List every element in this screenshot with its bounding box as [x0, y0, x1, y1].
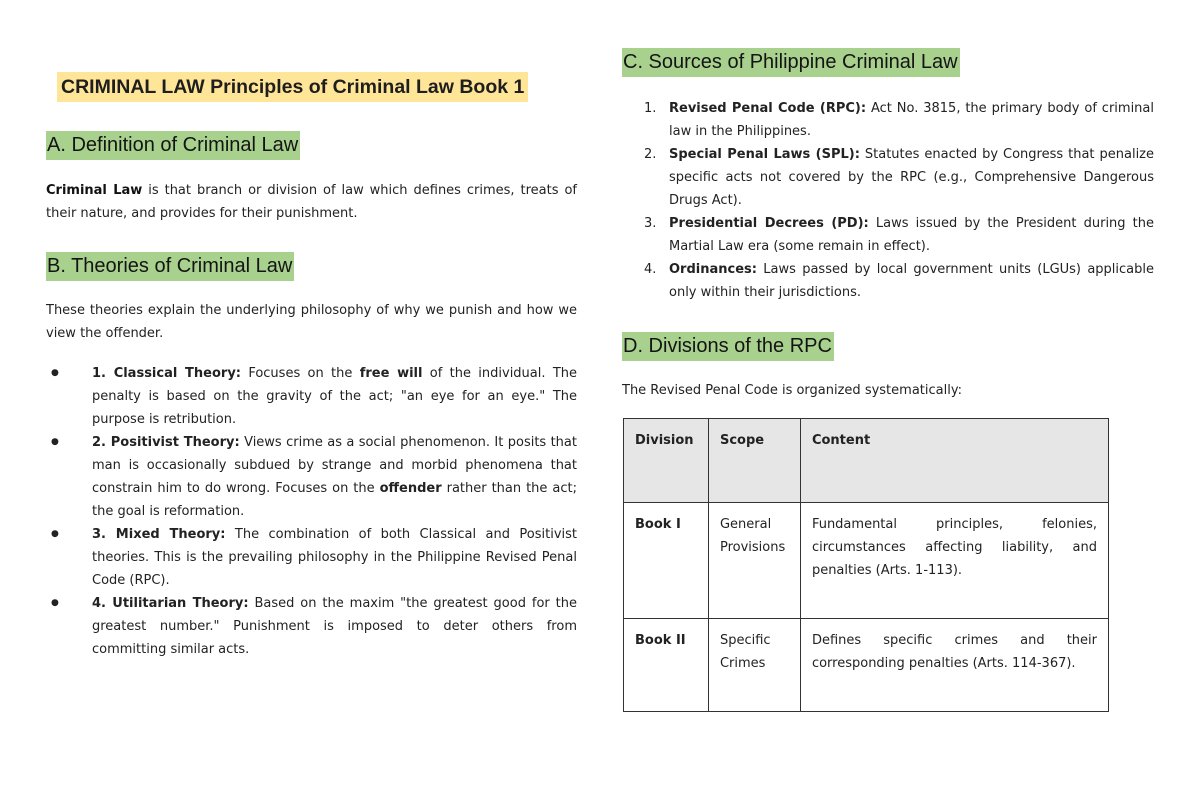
definition-text: is that branch or division of law which defines crimes, treats of their nature, and provides for their punishment. [46, 183, 577, 221]
definition-term: Criminal Law [46, 183, 143, 198]
cell-scope: General Provisions [708, 503, 800, 619]
definition-paragraph [46, 179, 577, 225]
source-label: Special Penal Laws (SPL): [669, 147, 860, 162]
heading-theories: B. Theories of Criminal Law [46, 252, 294, 281]
theory-label: 4. Utilitarian Theory: [92, 596, 249, 611]
source-label: Ordinances: [669, 262, 757, 277]
theory-emphasis: offender [379, 481, 442, 496]
item-number: 1. [644, 101, 657, 116]
source-text: Act No. 3815, the primary body of criminal law in the Philippines. [669, 101, 1154, 139]
theory-text: of the individual. The penalty is based on the gravity of the act; "an eye for an eye." The purpose is retribution. [92, 366, 577, 427]
column-header-scope: Scope [708, 419, 800, 503]
column-header-division: Division [624, 419, 709, 503]
document-title: CRIMINAL LAW Principles of Criminal Law Book 1 [57, 72, 528, 102]
list-item-rpc [622, 97, 1154, 143]
list-item-utilitarian-theory [46, 592, 577, 661]
theory-emphasis: free will [359, 366, 423, 381]
list-item-classical-theory [46, 362, 577, 431]
list-item-positivist-theory [46, 431, 577, 523]
theory-text: Views crime as a social phenomenon. It posits that man is occasionally subdued by strange and morbid phenomena that constrain him to do wrong. Focuses on the [92, 435, 577, 496]
cell-scope: Specific Crimes [708, 619, 800, 712]
theory-label: 1. Classical Theory: [92, 366, 241, 381]
theories-list [46, 362, 577, 661]
divisions-intro: The Revised Penal Code is organized systematically: [622, 383, 962, 398]
cell-content: Defines specific crimes and their corresponding penalties (Arts. 114-367). [800, 619, 1108, 712]
theory-text: rather than the act; the goal is reformation. [92, 481, 577, 519]
source-text: Laws issued by the President during the Martial Law era (some remain in effect). [669, 216, 1154, 254]
list-item-spl [622, 143, 1154, 212]
item-number: 2. [644, 147, 657, 162]
sources-list [622, 97, 1154, 304]
cell-content: Fundamental principles, felonies, circumstances affecting liability, and penalties (Arts. 1-113). [800, 503, 1108, 619]
theory-label: 2. Positivist Theory: [92, 435, 240, 450]
list-item-ordinances [622, 258, 1154, 304]
theories-intro: These theories explain the underlying philosophy of why we punish and how we view the offender. [46, 303, 577, 341]
list-item-pd [622, 212, 1154, 258]
cell-division: Book II [624, 619, 709, 712]
source-text: Laws passed by local government units (LGUs) applicable only within their jurisdictions. [669, 262, 1154, 300]
source-label: Presidential Decrees (PD): [669, 216, 869, 231]
item-number: 3. [644, 216, 657, 231]
theory-text: The combination of both Classical and Positivist theories. This is the prevailing philosophy in the Philippine Revised Penal Code (RPC). [92, 527, 577, 588]
list-item-mixed-theory [46, 523, 577, 592]
cell-division: Book I [624, 503, 709, 619]
divisions-table [623, 418, 1109, 712]
table-row [624, 503, 1109, 619]
item-number: 4. [644, 262, 657, 277]
source-text: Statutes enacted by Congress that penalize specific acts not covered by the RPC (e.g., Comprehensive Dangerous Drugs Act). [669, 147, 1155, 208]
theory-text: Focuses on the [241, 366, 360, 381]
source-label: Revised Penal Code (RPC): [669, 101, 867, 116]
heading-divisions: D. Divisions of the RPC [622, 332, 834, 361]
table-header-row [624, 419, 1109, 503]
table-row [624, 619, 1109, 712]
heading-sources: C. Sources of Philippine Criminal Law [622, 48, 960, 77]
theory-text: Based on the maxim "the greatest good for the greatest number." Punishment is imposed to deter others from committing similar acts. [92, 596, 577, 657]
column-header-content: Content [800, 419, 1108, 503]
heading-definition: A. Definition of Criminal Law [46, 131, 300, 160]
theory-label: 3. Mixed Theory: [92, 527, 226, 542]
